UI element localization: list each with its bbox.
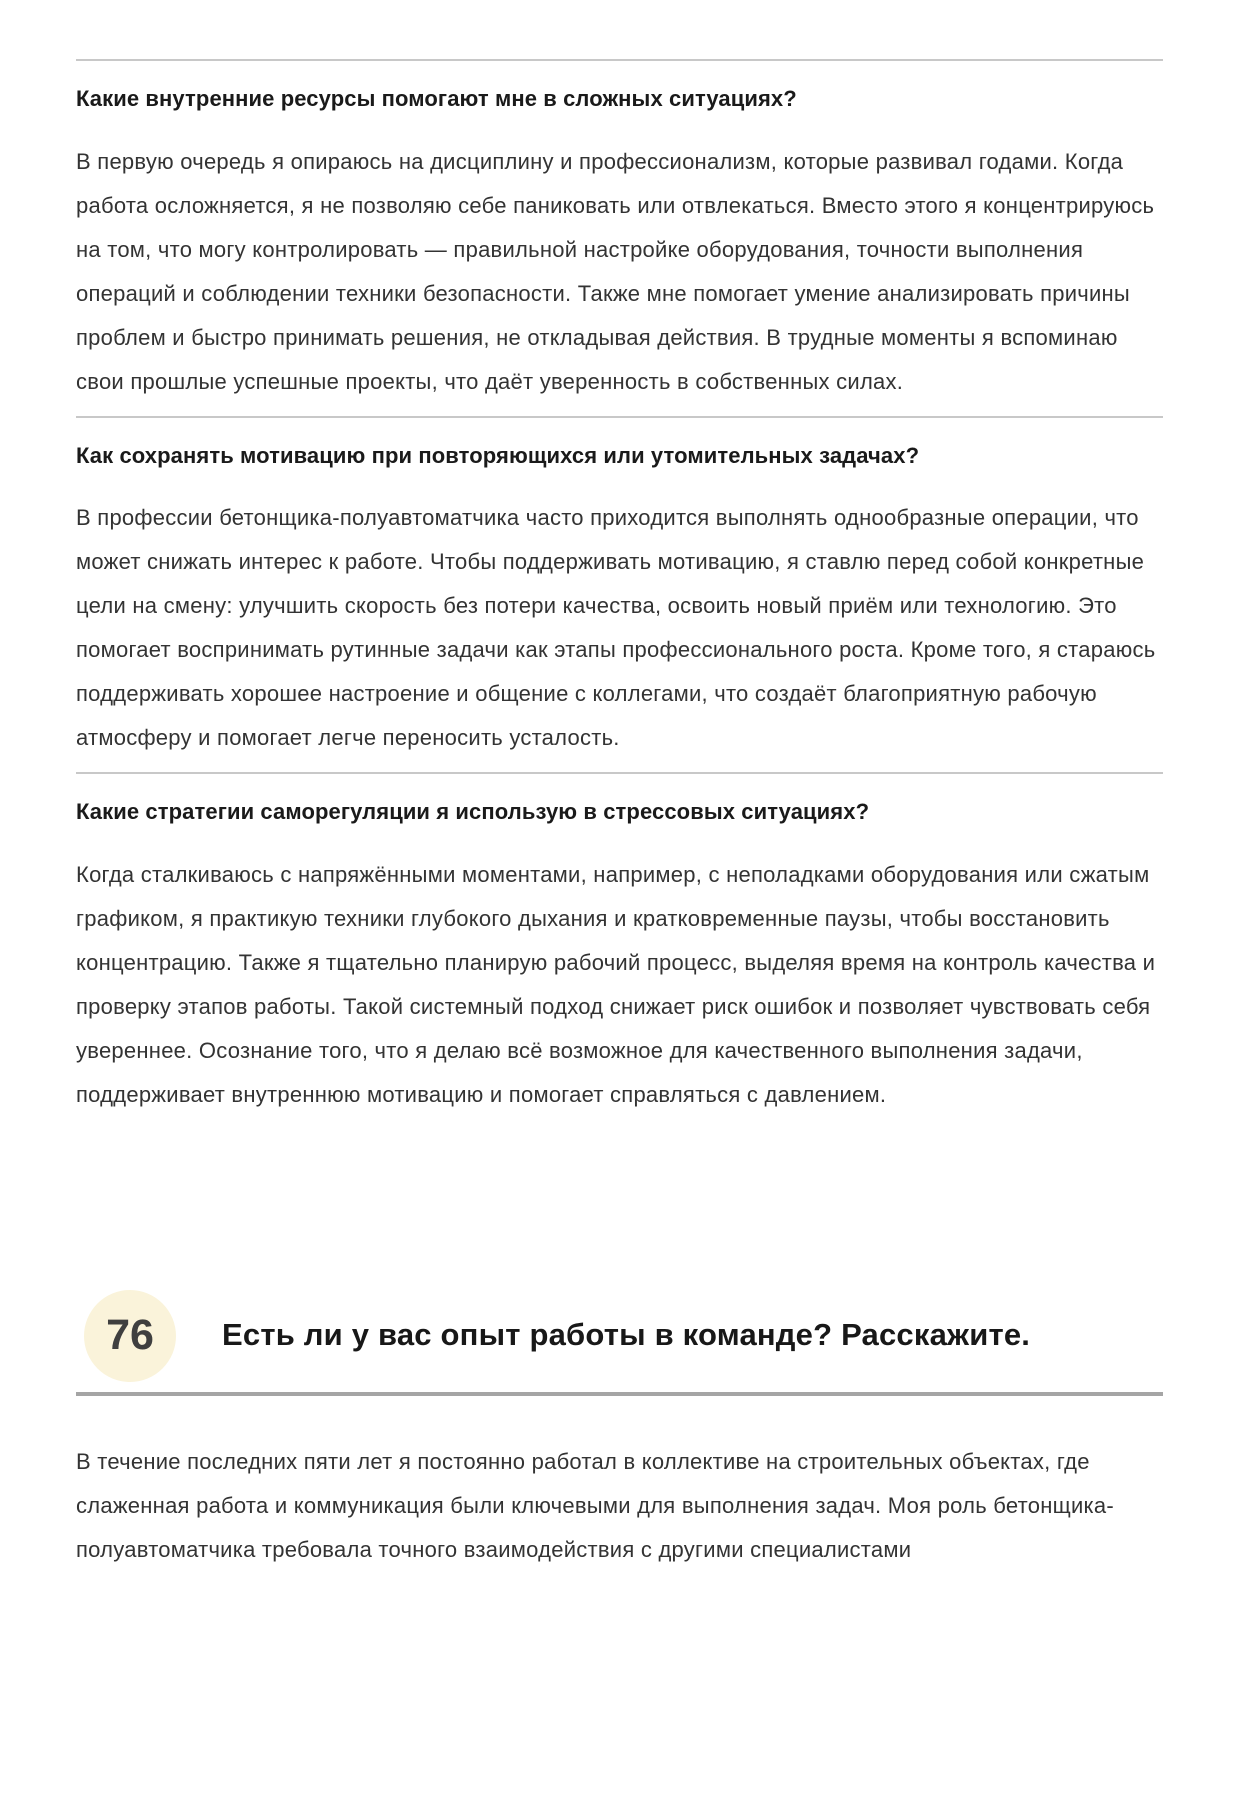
- section-divider: [76, 772, 1163, 774]
- answer-paragraph: В профессии бетонщика-полуавтоматчика часто приходится выполнять однообразные операции, что может снижать интерес к работе. Чтобы поддерживать мотивацию, я ставлю перед собой конкретные цели на смену: улучшить скорость без потери качества, освоить новый приём или технологию. Это помогает воспринимать рутинные задачи как этапы профессионального роста. Кроме того, я стараюсь поддерживать хорошее настроение и общение с коллегами, что создаёт благоприятную рабочую атмосферу и помогает легче переносить усталость.: [76, 505, 1156, 751]
- answer-paragraph: В первую очередь я опираюсь на дисциплину и профессионализм, которые развивал годами. Когда работа осложняется, я не позволяю себе паниковать или отвлекаться. Вместо этого я концентрируюсь на том, что могу контролировать — правильной настройке оборудования, точности выполнения операций и соблюдении техники безопасности. Также мне помогает умение анализировать причины проблем и быстро принимать решения, не откладывая действия. В трудные моменты я вспоминаю свои прошлые успешные проекты, что даёт уверенность в собственных силах.: [76, 148, 1155, 394]
- question-heading: Какие внутренние ресурсы помогают мне в сложных ситуациях?: [76, 86, 797, 111]
- qa-section: [76, 442, 1163, 761]
- numbered-question-title: Есть ли у вас опыт работы в команде? Расскажите.: [222, 1317, 1031, 1353]
- question-divider: [76, 1392, 1163, 1396]
- page-break-spacer: [76, 1129, 1163, 1290]
- question-heading: Какие стратегии саморегуляции я использую в стрессовых ситуациях?: [76, 799, 870, 825]
- numbered-question: [76, 1290, 1163, 1382]
- document-page: [0, 59, 1239, 1812]
- question-heading: Как сохранять мотивацию при повторяющихся или утомительных задачах?: [76, 442, 920, 468]
- answer-paragraph: В течение последних пяти лет я постоянно работал в коллективе на строительных объектах, где слаженная работа и коммуникация были ключевыми для выполнения задач. Моя роль бетонщика-полуавтоматчика требовала точного взаимодействия с другими специалистами: [76, 1448, 1114, 1562]
- answer-paragraph: Когда сталкиваюсь с напряжёнными моментами, например, с неполадками оборудования или сжатым графиком, я практикую техники глубокого дыхания и кратковременные паузы, чтобы восстановить концентрацию. Также я тщательно планирую рабочий процесс, выделяя время на контроль качества и проверку этапов работы. Такой системный подход снижает риск ошибок и позволяет чувствовать себя увереннее. Осознание того, что я делаю всё возможное для качественного выполнения задачи, поддерживает внутреннюю мотивацию и помогает справляться с давлением.: [76, 861, 1156, 1107]
- question-number-badge: 76: [84, 1290, 176, 1382]
- qa-section: [76, 798, 1163, 1117]
- qa-section: [76, 85, 1163, 404]
- section-divider: [76, 416, 1163, 418]
- section-divider: [76, 59, 1163, 61]
